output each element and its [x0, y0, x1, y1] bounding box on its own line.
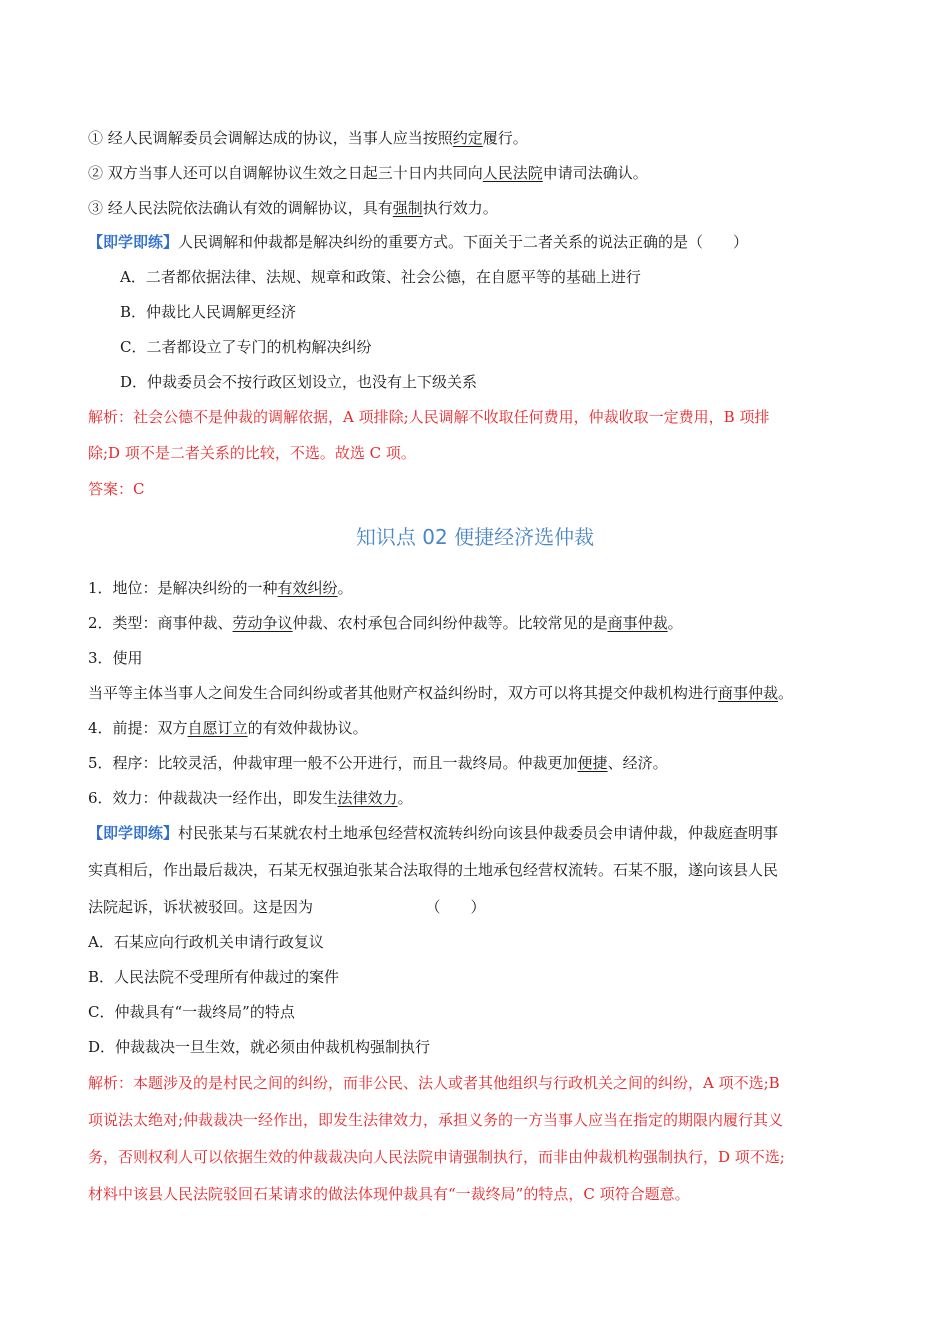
q2-option-c: C．仲裁具有“一裁终局”的特点: [88, 1003, 295, 1021]
q1-option-a: A．二者都依据法律、法规、规章和政策、社会公德，在自愿平等的基础上进行: [120, 268, 641, 286]
point-4-underline: 自愿订立: [187, 719, 248, 737]
point-2-underline-2: 商事仲裁: [607, 614, 668, 632]
point-5-tail: 、经济。: [607, 754, 668, 772]
q1-stem: [88, 232, 748, 252]
note-1-underline: 约定: [452, 129, 483, 147]
q2-tag: 【即学即练】: [88, 824, 179, 842]
note-2-underline: 人民法院: [482, 164, 543, 182]
q1-analysis-line-1: 解析：社会公德不是仲裁的调解依据，A 项排除;人民调解不收取任何费用，仲裁收取一定费用，B 项排: [88, 408, 770, 426]
q2-analysis-line-1: 解析：本题涉及的是村民之间的纠纷，而非公民、法人或者其他组织与行政机关之间的纠纷，A 项不选;B: [88, 1074, 780, 1092]
point-2: [88, 613, 683, 633]
point-6-underline: 法律效力: [337, 789, 398, 807]
point-2-underline-1: 劳动争议: [232, 614, 293, 632]
q2-analysis-line-2: 项说法太绝对;仲裁裁决一经作出，即发生法律效力，承担义务的一方当事人应当在指定的期限内履行其义: [88, 1111, 784, 1129]
point-3-body-tail: 。: [778, 684, 794, 702]
note-1: [88, 128, 528, 148]
q1-stem-text: 人民调解和仲裁都是解决纠纷的重要方式。下面关于二者关系的说法正确的是（ ）: [178, 233, 749, 251]
note-2: [88, 163, 648, 183]
point-2-tail: 。: [667, 614, 683, 632]
q1-option-b: B．仲裁比人民调解更经济: [120, 303, 297, 321]
point-4-text: 4．前提：双方: [88, 719, 188, 737]
point-1-tail: 。: [337, 579, 353, 597]
q2-option-b: B．人民法院不受理所有仲裁过的案件: [88, 968, 340, 986]
q2-stem-line-3: 法院起诉，诉状被驳回。这是因为 （ ）: [88, 898, 486, 916]
q2-stem-line-2: 实真相后，作出最后裁决，石某无权强迫张某合法取得的土地承包经营权流转。石某不服，遂向该县人民: [88, 861, 779, 879]
note-3: [88, 198, 498, 218]
point-2-text: 2．类型：商事仲裁、: [88, 614, 233, 632]
q1-option-c: C．二者都设立了专门的机构解决纠纷: [120, 338, 372, 356]
q2-stem-line-1: [88, 823, 778, 843]
q2-stem-text-1: 村民张某与石某就农村土地承包经营权流转纠纷向该县仲裁委员会申请仲裁，仲裁庭查明事: [178, 824, 779, 842]
q1-analysis-line-2: 除;D 项不是二者关系的比较，不选。故选 C 项。: [88, 444, 416, 462]
note-3-underline: 强制: [392, 199, 423, 217]
note-2-text: ② 双方当事人还可以自调解协议生效之日起三十日内共同向: [88, 164, 483, 182]
point-6: [88, 788, 413, 808]
note-1-tail: 履行。: [482, 129, 528, 147]
point-5-underline: 便捷: [577, 754, 608, 772]
point-1: [88, 578, 353, 598]
q2-option-d: D．仲裁裁决一旦生效，就必须由仲裁机构强制执行: [88, 1038, 431, 1056]
q1-option-d: D．仲裁委员会不按行政区划设立，也没有上下级关系: [120, 373, 478, 391]
point-5: [88, 753, 668, 773]
point-3-body: [88, 683, 793, 703]
q2-analysis-line-4: 材料中该县人民法院驳回石某请求的做法体现仲裁具有“一裁终局”的特点，C 项符合题意。: [88, 1185, 690, 1203]
point-4-tail: 的有效仲裁协议。: [247, 719, 368, 737]
note-2-tail: 申请司法确认。: [542, 164, 648, 182]
point-2-mid: 仲裁、农村承包合同纠纷仲裁等。比较常见的是: [292, 614, 608, 632]
q2-option-a: A．石某应向行政机关申请行政复议: [88, 933, 324, 951]
point-1-text: 1．地位：是解决纠纷的一种: [88, 579, 278, 597]
note-3-tail: 执行效力。: [422, 199, 498, 217]
point-3-body-text: 当平等主体当事人之间发生合同纠纷或者其他财产权益纠纷时，双方可以将其提交仲裁机构进行: [88, 684, 719, 702]
note-3-text: ③ 经人民法院依法确认有效的调解协议，具有: [88, 199, 393, 217]
section-title: 知识点 02 便捷经济选仲裁: [355, 525, 595, 549]
point-3: 3．使用: [88, 649, 143, 667]
q1-answer: 答案：C: [88, 480, 145, 498]
q1-tag: 【即学即练】: [88, 233, 179, 251]
point-1-underline: 有效纠纷: [277, 579, 338, 597]
point-6-tail: 。: [397, 789, 413, 807]
point-5-text: 5．程序：比较灵活，仲裁审理一般不公开进行，而且一裁终局。仲裁更加: [88, 754, 578, 772]
point-3-body-underline: 商事仲裁: [718, 684, 779, 702]
q2-analysis-line-3: 务，否则权利人可以依据生效的仲裁裁决向人民法院申请强制执行，而非由仲裁机构强制执行，D 项不选;: [88, 1148, 785, 1166]
point-6-text: 6．效力：仲裁裁决一经作出，即发生: [88, 789, 338, 807]
point-4: [88, 718, 368, 738]
note-1-text: ① 经人民调解委员会调解达成的协议，当事人应当按照: [88, 129, 453, 147]
